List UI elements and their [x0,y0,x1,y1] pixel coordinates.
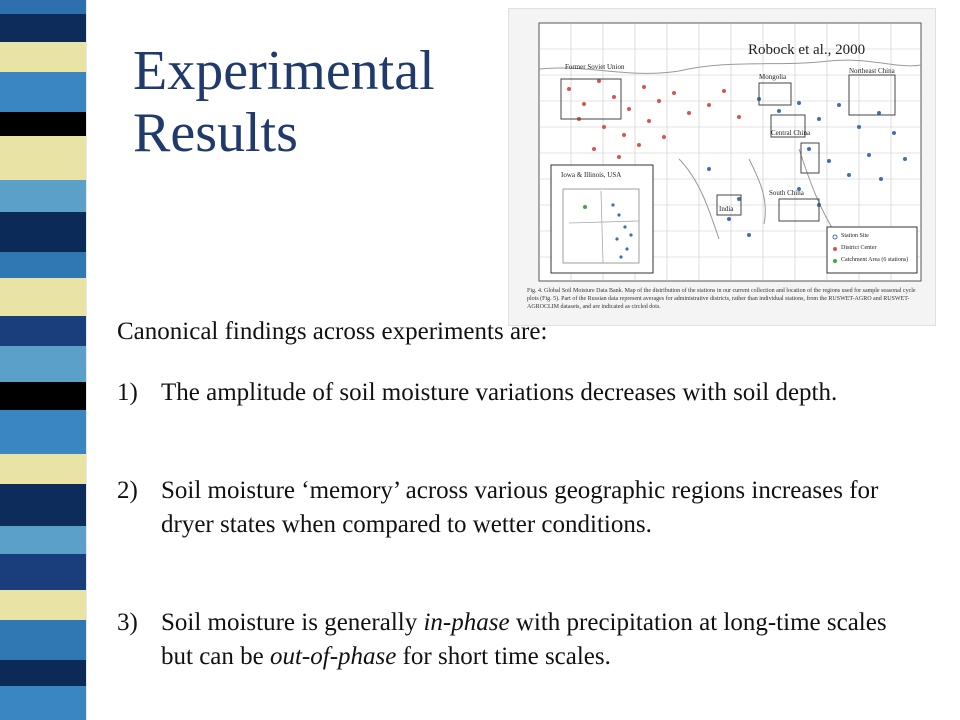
title-line-2: Results [133,102,298,164]
legend-station: Station Site [841,233,869,239]
lead-text: Canonical findings across experiments are: [117,318,548,345]
region-label-northeast-china: Northeast China [849,67,895,75]
slide-title [133,40,435,164]
region-label-fsu: Former Soviet Union [565,63,625,71]
finding-text [161,606,901,674]
finding-text: The amplitude of soil moisture variations decreases with soil depth. [161,379,838,406]
stripe-edge [86,0,111,720]
emphasis-in-phase: in-phase [423,609,510,636]
region-label-south-china: South China [769,189,804,197]
finding-number: 3) [117,609,138,636]
map-graphic [509,9,935,325]
region-label-central-china: Central China [771,129,811,137]
legend-district: District Center [841,245,877,251]
text-part: with precipitation at long-time scales but can be [161,609,887,670]
station-map-figure [508,8,936,326]
inset-title: Iowa & Illinois, USA [561,171,622,179]
figure-credit: Robock et al., 2000 [748,42,866,58]
title-line-1: Experimental [133,40,435,102]
text-part: Soil moisture is generally [161,609,424,636]
region-label-india: India [719,205,734,213]
text-part: for short time scales. [396,643,611,670]
figure-caption: Fig. 4. Global Soil Moisture Data Bank. Map of the distribution of the stations in our current collection and location of the regions used for sample seasonal cycle plots (Fig. 5). Part of the Russian data represent averages for administrative districts, rather than individual stations, from the RUSWET-AGRO and RUSWET-AGROCLIM datasets, and are indicated as circled dots. [527,288,916,310]
emphasis-out-of-phase: out-of-phase [269,643,397,670]
finding-text: Soil moisture ‘memory’ across various geographic regions increases for dryer states when compared to wetter conditions. [161,477,879,538]
region-label-mongolia: Mongolia [759,73,787,81]
decorative-stripe [0,0,110,720]
legend-catchment: Catchment Area (6 stations) [841,257,909,263]
finding-number: 2) [117,477,138,504]
finding-number: 1) [117,379,138,406]
